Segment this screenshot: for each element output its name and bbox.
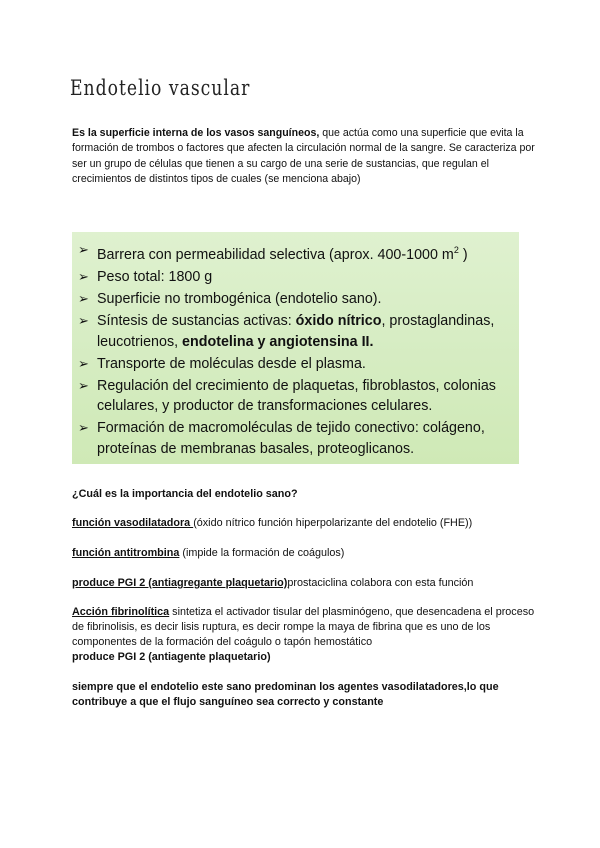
list-item: ➢ Regulación del crecimiento de plaquetas, fibroblastos, colonias celulares, y productor de transformaciones celulares.: [78, 377, 496, 415]
arrow-bullet-icon: ➢: [78, 420, 89, 436]
item-pgi2-second: produce PGI 2 (antiagente plaquetario): [72, 651, 271, 663]
summary-box-image: [72, 232, 519, 464]
item-antitrombina: función antitrombina (impide la formación de coágulos): [72, 547, 345, 559]
section-question: ¿Cuál es la importancia del endotelio sano?: [72, 488, 298, 500]
conclusion-paragraph: siempre que el endotelio este sano predominan los agentes vasodilatadores,lo que contribuye a que el flujo sanguíneo sea correcto y constante: [72, 681, 499, 708]
summary-list: [72, 232, 519, 459]
item-vasodilatadora: función vasodilatadora (óxido nítrico función hiperpolarizante del endotelio (FHE)): [72, 517, 473, 529]
item-fibrinolitica: Acción fibrinolítica sintetiza el activador tisular del plasminógeno, que desencadena el proceso de fibrinolisis, es decir lisis ruptura, es decir rompe la maya de fibrina que es uno de los componentes de la formación del coágulo o tapón hemostático: [72, 606, 535, 648]
list-item: ➢ Transporte de moléculas desde el plasma.: [76, 354, 519, 374]
item-pgi2: produce PGI 2 (antiagregante plaquetario)prostaciclina colabora con esta función: [72, 577, 474, 589]
intro-bold-text: Es la superficie interna de los vasos sanguíneos,: [72, 127, 320, 139]
list-item: ➢ Formación de macromoléculas de tejido conectivo: colágeno, proteínas de membranas basales, proteoglicanos.: [78, 420, 485, 457]
arrow-bullet-icon: ➢: [78, 377, 89, 393]
list-item: ➢ Barrera con permeabilidad selectiva (aprox. 400-1000 $m^2$ ): [78, 242, 468, 263]
arrow-bullet-icon: ➢: [78, 268, 89, 284]
list-item: ➢ Superficie no trombogénica (endotelio sano).: [76, 289, 519, 309]
arrow-bullet-icon: ➢: [78, 291, 89, 307]
list-item: ➢ Síntesis de sustancias activas: óxido nítrico, prostaglandinas, leucotrienos, endotelina y angiotensina II.: [78, 313, 495, 350]
arrow-bullet-icon: ➢: [78, 355, 89, 371]
list-item: ➢ Peso total: 1800 g: [76, 267, 519, 287]
intro-paragraph: [72, 126, 542, 188]
arrow-bullet-icon: ➢: [78, 313, 89, 329]
intro-text: que actúa como una superficie que evita la formación de trombos o factores que afecten la circulación normal de la sangre. Se caracteriza por ser un grupo de células que tienen a su cargo de una serie de sustancias, que regulan el crecimientos de distintos tipos de cuales (se menciona abajo): [72, 127, 535, 186]
page-title: Endotelio vascular: [70, 76, 251, 100]
arrow-bullet-icon: ➢: [78, 242, 89, 257]
